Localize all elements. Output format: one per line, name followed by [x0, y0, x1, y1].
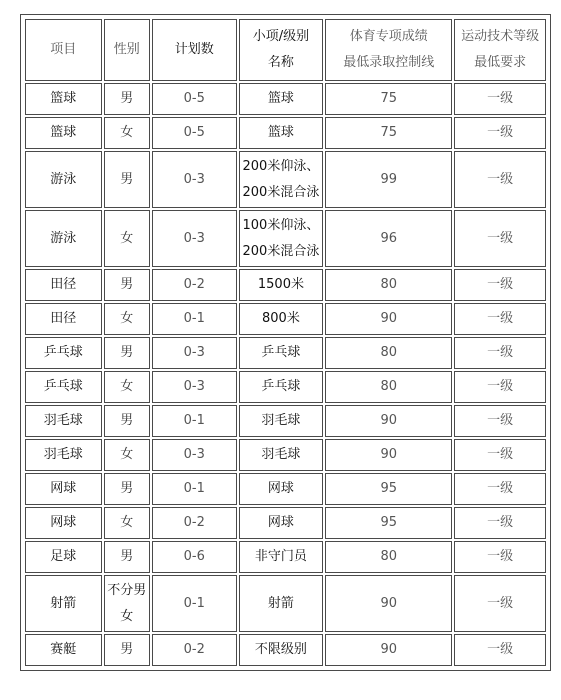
cell-level: 一级 — [454, 575, 546, 632]
cell-plan: 0-3 — [152, 151, 237, 208]
cell-gender: 女 — [104, 117, 150, 149]
cell-level: 一级 — [454, 439, 546, 471]
cell-level: 一级 — [454, 210, 546, 267]
cell-plan: 0-3 — [152, 210, 237, 267]
header-plan — [152, 19, 237, 81]
cell-level: 一级 — [454, 371, 546, 403]
cell-score: 90 — [325, 575, 452, 632]
cell-gender: 女 — [104, 439, 150, 471]
cell-project: 羽毛球 — [25, 405, 102, 437]
cell-project: 射箭 — [25, 575, 102, 632]
cell-event: 非守门员 — [239, 541, 324, 573]
cell-plan: 0-2 — [152, 634, 237, 666]
header-event-label: 小项/级别 名称 — [252, 29, 310, 70]
cell-score: 80 — [325, 269, 452, 301]
cell-plan: 0-2 — [152, 507, 237, 539]
cell-event: 射箭 — [239, 575, 324, 632]
cell-gender: 男 — [104, 269, 150, 301]
cell-score: 96 — [325, 210, 452, 267]
cell-plan: 0-1 — [152, 575, 237, 632]
cell-level: 一级 — [454, 303, 546, 335]
table-row — [25, 337, 546, 369]
cell-project: 游泳 — [25, 210, 102, 267]
header-project-label: 项目 — [50, 42, 77, 57]
cell-project: 羽毛球 — [25, 439, 102, 471]
cell-event: 100米仰泳、200米混合泳 — [239, 210, 324, 267]
header-score — [325, 19, 452, 81]
cell-project: 篮球 — [25, 117, 102, 149]
cell-gender: 男 — [104, 151, 150, 208]
cell-event: 800米 — [239, 303, 324, 335]
cell-score: 75 — [325, 83, 452, 115]
cell-project: 足球 — [25, 541, 102, 573]
cell-plan: 0-2 — [152, 269, 237, 301]
cell-level: 一级 — [454, 473, 546, 505]
cell-event: 1500米 — [239, 269, 324, 301]
table-row — [25, 371, 546, 403]
cell-project: 网球 — [25, 473, 102, 505]
admission-table — [23, 17, 548, 668]
admission-table-frame — [20, 14, 551, 671]
cell-score: 90 — [325, 634, 452, 666]
table-row — [25, 210, 546, 267]
cell-gender: 不分男女 — [104, 575, 150, 632]
cell-gender: 女 — [104, 303, 150, 335]
header-plan-label: 计划数 — [174, 42, 214, 57]
header-gender — [104, 19, 150, 81]
cell-score: 90 — [325, 303, 452, 335]
cell-event: 不限级别 — [239, 634, 324, 666]
cell-project: 乒乓球 — [25, 337, 102, 369]
cell-gender: 男 — [104, 337, 150, 369]
cell-gender: 男 — [104, 405, 150, 437]
cell-gender: 男 — [104, 541, 150, 573]
cell-plan: 0-6 — [152, 541, 237, 573]
cell-level: 一级 — [454, 151, 546, 208]
cell-event: 200米仰泳、200米混合泳 — [239, 151, 324, 208]
cell-plan: 0-1 — [152, 405, 237, 437]
cell-score: 75 — [325, 117, 452, 149]
cell-level: 一级 — [454, 634, 546, 666]
cell-score: 80 — [325, 337, 452, 369]
cell-event: 羽毛球 — [239, 439, 324, 471]
table-row — [25, 575, 546, 632]
table-row — [25, 303, 546, 335]
cell-plan: 0-3 — [152, 371, 237, 403]
cell-level: 一级 — [454, 83, 546, 115]
cell-gender: 女 — [104, 210, 150, 267]
cell-project: 田径 — [25, 303, 102, 335]
cell-event: 乒乓球 — [239, 337, 324, 369]
header-project — [25, 19, 102, 81]
table-row — [25, 507, 546, 539]
header-row — [25, 19, 546, 81]
header-gender-label: 性别 — [113, 42, 140, 57]
cell-event: 网球 — [239, 473, 324, 505]
cell-level: 一级 — [454, 269, 546, 301]
cell-plan: 0-5 — [152, 117, 237, 149]
table-row — [25, 269, 546, 301]
cell-score: 99 — [325, 151, 452, 208]
cell-plan: 0-3 — [152, 337, 237, 369]
cell-project: 游泳 — [25, 151, 102, 208]
cell-gender: 男 — [104, 83, 150, 115]
cell-plan: 0-5 — [152, 83, 237, 115]
cell-gender: 女 — [104, 371, 150, 403]
header-event — [239, 19, 324, 81]
cell-score: 80 — [325, 371, 452, 403]
cell-project: 赛艇 — [25, 634, 102, 666]
cell-score: 90 — [325, 405, 452, 437]
cell-plan: 0-1 — [152, 473, 237, 505]
cell-score: 95 — [325, 473, 452, 505]
table-row — [25, 83, 546, 115]
cell-plan: 0-1 — [152, 303, 237, 335]
cell-event: 篮球 — [239, 83, 324, 115]
cell-level: 一级 — [454, 337, 546, 369]
header-score-label: 体育专项成绩 最低录取控制线 — [343, 29, 435, 70]
cell-gender: 男 — [104, 634, 150, 666]
table-row — [25, 151, 546, 208]
table-row — [25, 473, 546, 505]
cell-event: 乒乓球 — [239, 371, 324, 403]
cell-project: 田径 — [25, 269, 102, 301]
cell-event: 网球 — [239, 507, 324, 539]
table-row — [25, 634, 546, 666]
cell-gender: 男 — [104, 473, 150, 505]
cell-score: 80 — [325, 541, 452, 573]
cell-level: 一级 — [454, 507, 546, 539]
cell-event: 篮球 — [239, 117, 324, 149]
cell-project: 网球 — [25, 507, 102, 539]
table-row — [25, 117, 546, 149]
cell-level: 一级 — [454, 117, 546, 149]
cell-plan: 0-3 — [152, 439, 237, 471]
cell-level: 一级 — [454, 405, 546, 437]
cell-project: 篮球 — [25, 83, 102, 115]
header-level — [454, 19, 546, 81]
cell-gender: 女 — [104, 507, 150, 539]
table-row — [25, 439, 546, 471]
cell-level: 一级 — [454, 541, 546, 573]
cell-score: 95 — [325, 507, 452, 539]
cell-project: 乒乓球 — [25, 371, 102, 403]
cell-score: 90 — [325, 439, 452, 471]
table-row — [25, 405, 546, 437]
cell-event: 羽毛球 — [239, 405, 324, 437]
table-row — [25, 541, 546, 573]
header-level-label: 运动技术等级 最低要求 — [461, 29, 540, 70]
